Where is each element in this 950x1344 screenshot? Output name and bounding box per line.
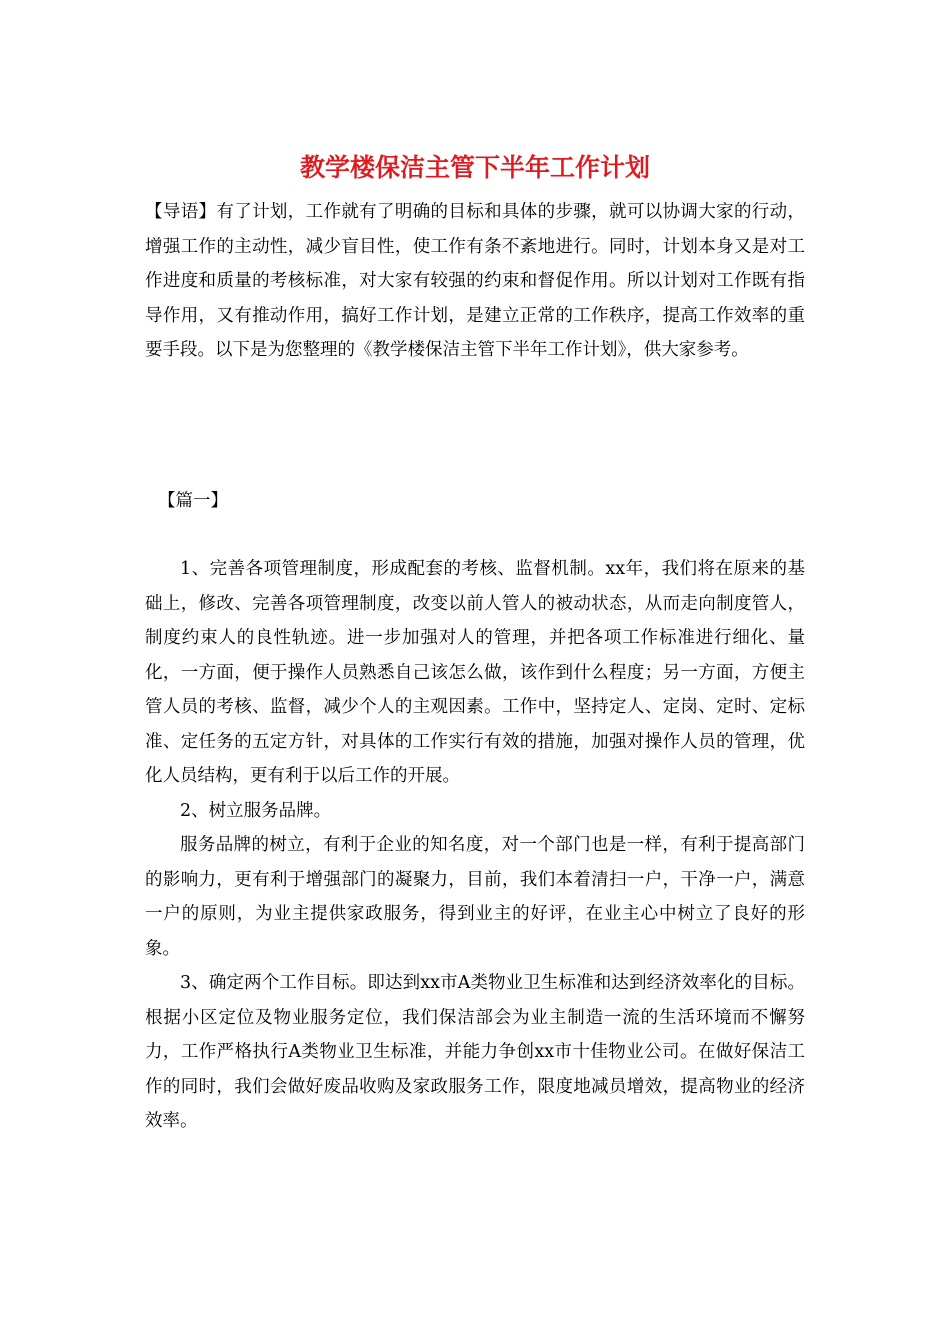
paragraph-2: 2、树立服务品牌。: [180, 800, 332, 821]
paragraph-3: 服务品牌的树立，有利于企业的知名度，对一个部门也是一样，有利于提高部门的影响力，更有利于增强部门的凝聚力，目前，我们本着清扫一户，干净一户，满意一户的原则，为业主提供家政服务，得到业主的好评，在业主心中树立了良好的形象。: [145, 835, 805, 959]
paragraph-4: 3、确定两个工作目标。即达到xx市A类物业卫生标准和达到经济效率化的目标。根据小区定位及物业服务定位，我们保洁部会为业主制造一流的生活环境而不懈努力，工作严格执行A类物业卫生标准，并能力争创xx市十佳物业公司。在做好保洁工作的同时，我们会做好废品收购及家政服务工作，限度地减员增效，提高物业的经济效率。: [145, 973, 805, 1131]
paragraph-1: 1、完善各项管理制度，形成配套的考核、监督机制。xx年，我们将在原来的基础上，修改、完善各项管理制度，改变以前人管人的被动状态，从而走向制度管人，制度约束人的良性轨迹。进一步加强对人的管理，并把各项工作标准进行细化、量化，一方面，便于操作人员熟悉自己该怎么做，该作到什么程度；另一方面，方便主管人员的考核、监督，减少个人的主观因素。工作中，坚持定人、定岗、定时、定标准、定任务的五定方针，对具体的工作实行有效的措施，加强对操作人员的管理，优化人员结构，更有利于以后工作的开展。: [145, 559, 805, 786]
section-heading: 【篇一】: [158, 491, 228, 511]
body-text: [145, 552, 805, 1139]
document-title: 教学楼保洁主管下半年工作计划: [299, 153, 650, 182]
intro-paragraph: 【导语】有了计划，工作就有了明确的目标和具体的步骤，就可以协调大家的行动，增强工作的主动性，减少盲目性，使工作有条不紊地进行。同时，计划本身又是对工作进度和质量的考核标准，对大家有较强的约束和督促作用。所以计划对工作既有指导作用，又有推动作用，搞好工作计划，是建立正常的工作秩序，提高工作效率的重要手段。以下是为您整理的《教学楼保洁主管下半年工作计划》，供大家参考。: [145, 202, 805, 360]
